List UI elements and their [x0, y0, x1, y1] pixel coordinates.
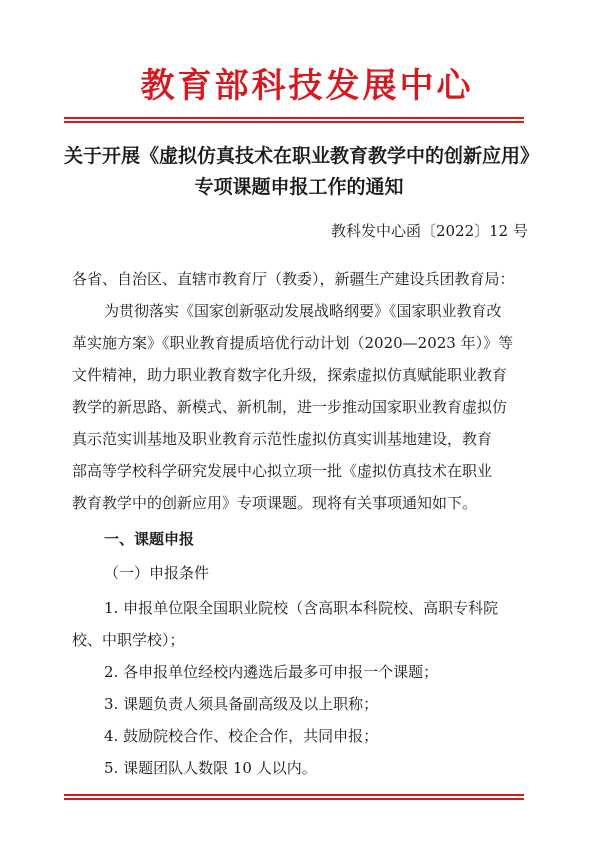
- list-item: 5. 课题团队人数限 10 人以内。: [104, 759, 317, 777]
- paragraph-line: 真示范实训基地及职业教育示范性虚拟仿真实训基地建设，教育: [72, 430, 493, 448]
- document-number: 教科发中心函〔2022〕12 号: [330, 222, 528, 240]
- paragraph-line: 教育教学中的创新应用》专项课题。现将有关事项通知如下。: [72, 494, 478, 512]
- paragraph-line: 部高等学校科学研究发展中心拟立项一批《虚拟仿真技术在职业: [72, 462, 493, 480]
- paragraph-line: 为贯彻落实《国家创新驱动发展战略纲要》《国家职业教育改: [104, 302, 502, 320]
- list-item: 1. 申报单位限全国职业院校（含高职本科院校、高职专科院: [104, 599, 499, 617]
- notice-title-line-1: 关于开展《虚拟仿真技术在职业教育教学中的创新应用》: [64, 145, 540, 167]
- list-item: 2. 各申报单位经校内遴选后最多可申报一个课题；: [104, 663, 439, 681]
- paragraph-line: 革实施方案》《职业教育提质培优行动计划（2020—2023 年）》等: [72, 334, 514, 352]
- section-heading: 一、课题申报: [104, 530, 195, 548]
- notice-title-line-2: 专项课题申报工作的通知: [194, 176, 404, 198]
- footer-red-rule: [64, 794, 524, 800]
- subsection-heading: （一）申报条件: [104, 564, 210, 582]
- header-red-rule: [64, 117, 524, 123]
- org-header-title: 教育部科技发展中心: [140, 66, 474, 106]
- list-item: 3. 课题负责人须具备副高级及以上职称；: [104, 695, 379, 713]
- paragraph-line: 教学的新思路、新模式、新机制，进一步推动国家职业教育虚拟仿: [72, 398, 508, 416]
- paragraph-line: 文件精神，助力职业教育数字化升级，探索虚拟仿真赋能职业教育: [72, 366, 508, 384]
- salutation: 各省、自治区、直辖市教育厅（教委），新疆生产建设兵团教育局：: [72, 270, 515, 288]
- list-item-continuation: 校、中职学校）；: [72, 631, 185, 649]
- list-item: 4. 鼓励院校合作、校企合作，共同申报；: [104, 727, 379, 745]
